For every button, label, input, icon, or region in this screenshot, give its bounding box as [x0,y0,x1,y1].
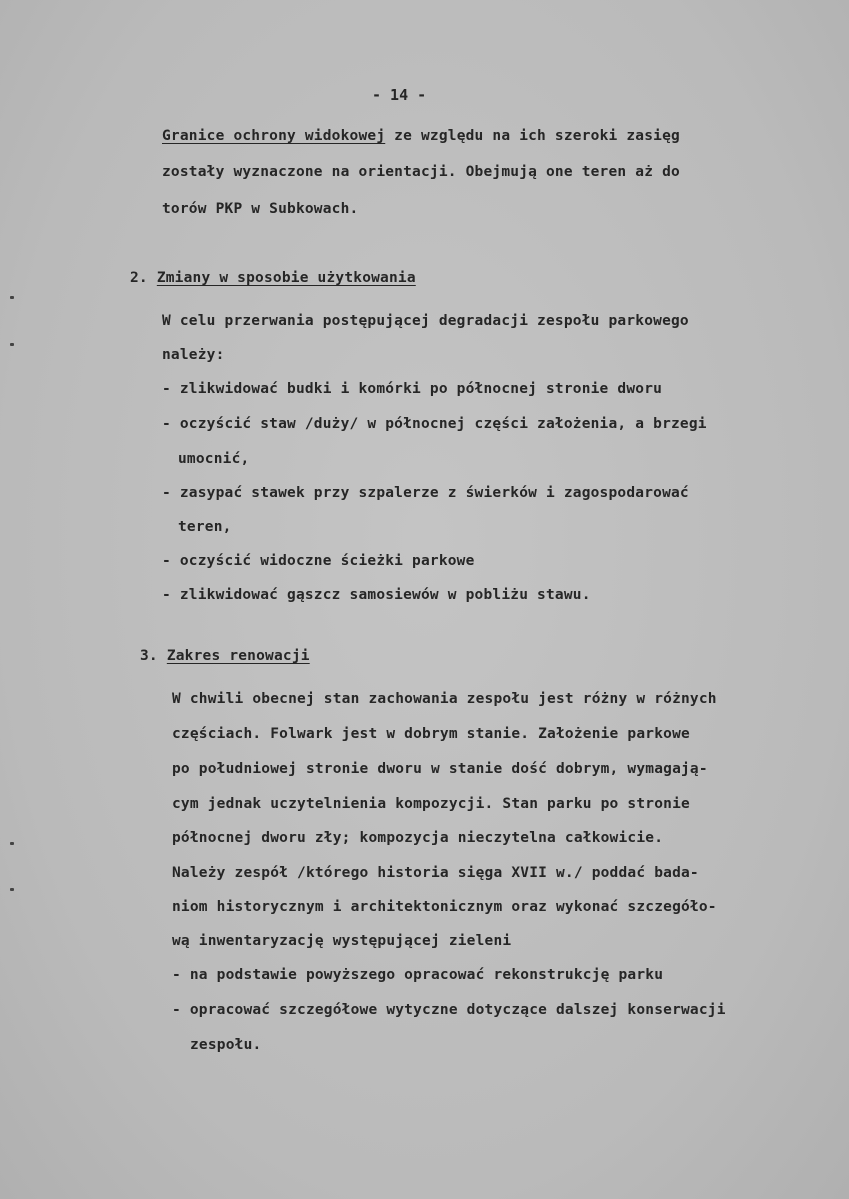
section3-list-item: - na podstawie powyższego opracować rekonstrukcję parku [172,967,664,983]
section2-list-item: - zlikwidować gąszcz samosiewów w pobliżu stawu. [162,587,591,603]
margin-mark [10,343,14,346]
margin-mark [10,888,14,891]
section2-line: należy: [162,347,225,363]
intro-line-2: zostały wyznaczone na orientacji. Obejmują one teren aż do [162,164,680,180]
section2-line: W celu przerwania postępującej degradacji zespołu parkowego [162,313,689,329]
section3-heading [140,648,310,664]
intro-heading: Granice ochrony widokowej [162,128,386,144]
section3-line: niom historycznym i architektonicznym oraz wykonać szczegóło- [172,899,717,915]
section2-heading [130,270,416,286]
section2-list-item-cont: umocnić, [178,451,250,467]
section2-list-item: - zasypać stawek przy szpalerze z świerków i zagospodarować [162,485,689,501]
section3-line: W chwili obecnej stan zachowania zespołu jest różny w różnych [172,691,717,707]
section3-line: wą inwentaryzację występującej zieleni [172,933,512,949]
page-number: - 14 - [372,86,427,104]
margin-mark [10,296,14,299]
intro-line-1 [162,128,680,144]
section2-number: 2. [130,270,148,286]
section3-line: północnej dworu zły; kompozycja nieczytelna całkowicie. [172,830,664,846]
section2-title: Zmiany w sposobie użytkowania [156,270,416,286]
section3-title: Zakres renowacji [166,648,310,664]
section2-list-item: - oczyścić staw /duży/ w północnej części założenia, a brzegi [162,416,707,432]
section3-list-item-cont: zespołu. [190,1037,262,1053]
section3-line: częściach. Folwark jest w dobrym stanie. Założenie parkowe [172,726,690,742]
intro-line-3: torów PKP w Subkowach. [162,201,359,217]
section3-line: Należy zespół /którego historia sięga XVII w./ poddać bada- [172,865,699,881]
section3-list-item: - opracować szczegółowe wytyczne dotyczące dalszej konserwacji [172,1002,726,1018]
intro-line-1-text: ze względu na ich szeroki zasięg [385,128,680,144]
margin-mark [10,842,14,845]
section3-line: po południowej stronie dworu w stanie dość dobrym, wymagają- [172,761,708,777]
section2-list-item-cont: teren, [178,519,232,535]
section3-number: 3. [140,648,158,664]
section2-list-item: - oczyścić widoczne ścieżki parkowe [162,553,475,569]
section3-line: cym jednak uczytelnienia kompozycji. Stan parku po stronie [172,796,690,812]
section2-list-item: - zlikwidować budki i komórki po północnej stronie dworu [162,381,663,397]
